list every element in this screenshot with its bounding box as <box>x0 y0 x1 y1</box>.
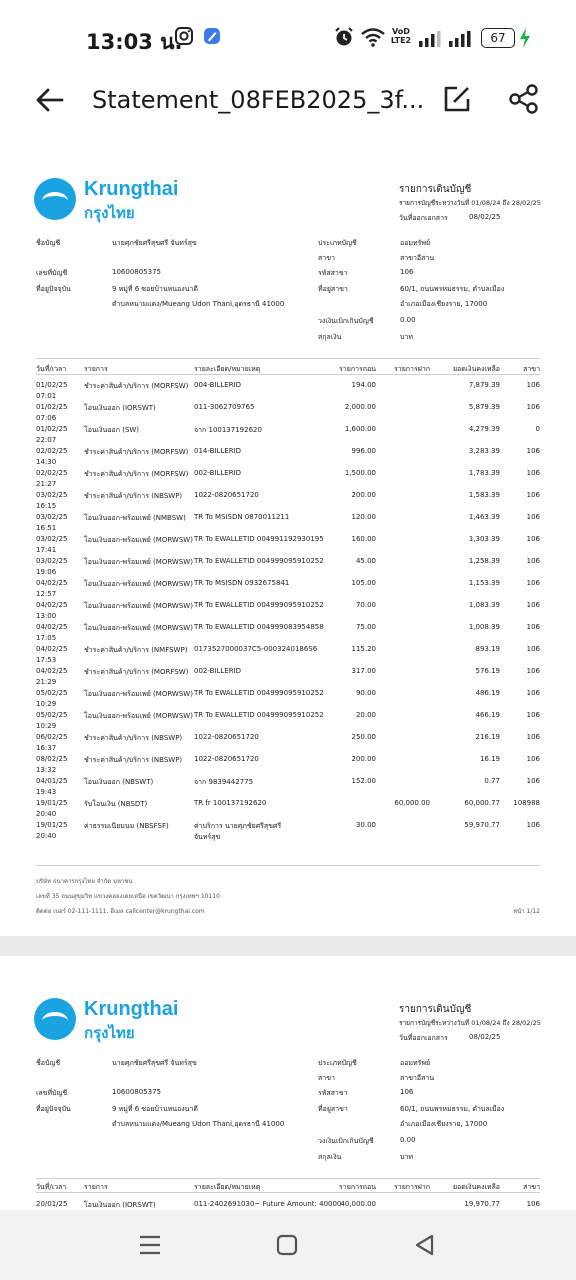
branch-name: สาขาอีสาน <box>400 254 435 262</box>
tx-balance: 7,879.39 <box>468 381 500 389</box>
pdf-page-1 <box>0 136 576 936</box>
tx-balance: 59,970.77 <box>464 821 500 829</box>
tx-withdraw: 75.00 <box>355 623 376 631</box>
statement-period: รายการบัญชีระหว่างวันที่ 01/08/24 ถึง 28/02/25 <box>399 1019 541 1027</box>
tx-detail: TR To EWALLETID 004999095910252 <box>194 557 324 565</box>
tx-date: 02/02/25 <box>36 469 68 477</box>
account-no-label: เลขที่บัญชี <box>36 269 68 277</box>
account-type: ออมทรัพย์ <box>400 1059 431 1067</box>
overdraft-value: 0.00 <box>400 316 416 324</box>
tx-detail: TR To EWALLETID 004991192930195 <box>194 535 324 543</box>
tx-branch: 106 <box>526 557 540 565</box>
bank-logo <box>34 998 234 1044</box>
branch-code: 106 <box>400 1088 414 1096</box>
tx-time: 10:29 <box>36 722 57 730</box>
address-line-2: ตำบลหนามแดง/Mueang Udon Thani,อุดรธานี 41000 <box>112 300 285 308</box>
account-name-label: ชื่อบัญชี <box>36 1059 61 1067</box>
tx-withdraw: 120.00 <box>351 513 376 521</box>
col-header-balance: ยอดเงินคงเหลือ <box>452 1183 500 1191</box>
tx-time: 13:00 <box>36 612 57 620</box>
tx-detail: TR To EWALLETID 004999095910252 <box>194 689 324 697</box>
tx-balance: 4,279.39 <box>468 425 500 433</box>
status-bar <box>0 0 576 64</box>
address-line-1: 9 หมู่ที่ 6 ซอยบ้านหนองนาดี <box>112 285 198 293</box>
tx-time: 19:06 <box>36 568 57 576</box>
tx-time: 20:40 <box>36 810 57 818</box>
tx-deposit: 60,000.00 <box>394 799 430 807</box>
tx-branch: 108988 <box>513 799 540 807</box>
tx-branch: 106 <box>526 491 540 499</box>
tx-desc: โอนเงินออก-พร้อมเพย์ (MORWSW) <box>84 712 193 720</box>
tx-detail: 002-BILLERID <box>194 667 242 675</box>
tx-balance: 1,083.39 <box>468 601 500 609</box>
tx-balance: 893.19 <box>475 645 500 653</box>
footer-address: เลขที่ 35 ถนนสุขุมวิท แขวงคลองเตยเหนือ เขตวัฒนา กรุงเทพฯ 10110 <box>36 893 220 900</box>
col-header-desc: รายการ <box>84 1183 108 1191</box>
col-header-date: วันที่/เวลา <box>36 1183 67 1191</box>
col-header-date: วันที่/เวลา <box>36 365 67 373</box>
footer-company: บริษัท ธนาคารกรุงไทย จำกัด มหาชน <box>36 878 133 885</box>
bank-name-en: Krungthai <box>84 178 179 200</box>
tx-branch: 0 <box>535 425 540 433</box>
issue-date-label: วันที่ออกเอกสาร <box>399 214 448 222</box>
tx-withdraw: 30.00 <box>355 821 376 829</box>
tx-time: 10:29 <box>36 700 57 708</box>
tx-detail: 004-BILLERID <box>194 381 242 389</box>
tx-branch: 106 <box>526 447 540 455</box>
tx-branch: 106 <box>526 513 540 521</box>
tx-detail: 1022-0820651720 <box>194 733 259 741</box>
table-bottom-divider <box>36 865 540 866</box>
tx-date: 19/01/25 <box>36 799 68 807</box>
tx-balance: 19,970.77 <box>464 1200 500 1208</box>
tx-branch: 106 <box>526 381 540 389</box>
tx-date: 03/02/25 <box>36 557 68 565</box>
account-type: ออมทรัพย์ <box>400 239 431 247</box>
tx-withdraw: 105.00 <box>351 579 376 587</box>
tx-branch: 106 <box>526 601 540 609</box>
tx-time: 07:01 <box>36 392 57 400</box>
tx-desc: ชำระค่าสินค้า/บริการ (MORFSW) <box>84 448 189 456</box>
branch-label: สาขา <box>318 1074 335 1082</box>
pdf-viewer[interactable] <box>0 136 576 1210</box>
tx-date: 04/02/25 <box>36 601 68 609</box>
tx-date: 02/02/25 <box>36 447 68 455</box>
currency-value: บาท <box>400 1153 413 1161</box>
currency-label: สกุลเงิน <box>318 333 342 341</box>
col-header-detail: รายละเอียด/หมายเหตุ <box>194 365 261 373</box>
app-bar <box>0 64 576 136</box>
document-title: Statement_08FEB2025_3f... <box>92 86 425 114</box>
tx-balance: 576.19 <box>475 667 500 675</box>
account-name: นายศุภชัยศรีสุขศรี จันทร์สุข <box>112 239 197 247</box>
tx-desc: โอนเงินออก-พร้อมเพย์ (MORWSW) <box>84 690 193 698</box>
overdraft-label: วงเงินเบิกเกินบัญชี <box>318 317 374 325</box>
tx-date: 08/02/25 <box>36 755 68 763</box>
branch-code: 106 <box>400 268 414 276</box>
tx-desc: ชำระค่าสินค้า/บริการ (MORFSW) <box>84 668 189 676</box>
tx-branch: 106 <box>526 535 540 543</box>
tx-desc: โอนเงินออก-พร้อมเพย์ (NMBSW) <box>84 514 186 522</box>
edit-icon[interactable] <box>442 84 472 114</box>
branch-address-label: ที่อยู่สาขา <box>318 1105 348 1113</box>
tx-branch: 106 <box>526 777 540 785</box>
tx-date: 04/01/25 <box>36 777 68 785</box>
tx-detail: TR To EWALLETID 004999083954858 <box>194 623 324 631</box>
tx-balance: 1,783.39 <box>468 469 500 477</box>
tx-balance: 1,153.39 <box>468 579 500 587</box>
footer-contact: ติดต่อ เบอร์ 02-111-1111, อีเมล callcenter@krungthai.com <box>36 908 205 915</box>
issue-date-label: วันที่ออกเอกสาร <box>399 1034 448 1042</box>
col-header-withdraw: รายการถอน <box>339 1183 376 1191</box>
tx-desc: โอนเงินออก (IORSWT) <box>84 404 156 412</box>
tx-time: 21:27 <box>36 480 57 488</box>
tx-desc: โอนเงินออก (SW) <box>84 426 140 434</box>
tx-withdraw: 90.00 <box>355 689 376 697</box>
tx-date: 05/02/25 <box>36 711 68 719</box>
col-header-desc: รายการ <box>84 365 108 373</box>
tx-date: 04/02/25 <box>36 623 68 631</box>
account-type-label: ประเภทบัญชี <box>318 1059 357 1067</box>
tx-withdraw: 40,000.00 <box>340 1200 376 1208</box>
tx-time: 13:32 <box>36 766 57 774</box>
tx-branch: 106 <box>526 403 540 411</box>
col-header-withdraw: รายการถอน <box>339 365 376 373</box>
tx-withdraw: 194.00 <box>351 381 376 389</box>
tx-withdraw: 250.00 <box>351 733 376 741</box>
krungthai-logo-icon <box>34 178 76 220</box>
tx-detail-line-2: จันทร์สุข <box>194 833 221 841</box>
statement-period: รายการบัญชีระหว่างวันที่ 01/08/24 ถึง 28/02/25 <box>399 199 541 207</box>
col-header-detail: รายละเอียด/หมายเหตุ <box>194 1183 261 1191</box>
issue-date: 08/02/25 <box>469 1033 501 1041</box>
account-name: นายศุภชัยศรีสุขศรี จันทร์สุข <box>112 1059 197 1067</box>
account-no: 10600805375 <box>112 1088 161 1096</box>
system-nav-bar <box>0 1210 576 1280</box>
status-time: 13:03 น. <box>86 30 183 54</box>
tx-date: 03/02/25 <box>36 513 68 521</box>
tx-desc: ชำระค่าสินค้า/บริการ (NMFSWP) <box>84 646 188 654</box>
tx-withdraw: 45.00 <box>355 557 376 565</box>
tx-date: 04/02/25 <box>36 667 68 675</box>
tx-branch: 106 <box>526 755 540 763</box>
tx-branch: 106 <box>526 469 540 477</box>
tx-desc: โอนเงินออก (NBSWT) <box>84 778 154 786</box>
tx-branch: 106 <box>526 623 540 631</box>
tx-detail: 0173527000037C5-0003240186S6 <box>194 645 318 653</box>
col-header-balance: ยอดเงินคงเหลือ <box>452 365 500 373</box>
tx-detail: TR To MSISDN 0870011211 <box>194 513 290 521</box>
branch-name: สาขาอีสาน <box>400 1074 435 1082</box>
tx-time: 16:15 <box>36 502 57 510</box>
tx-branch: 106 <box>526 645 540 653</box>
tx-desc: ชำระค่าสินค้า/บริการ (NBSWP) <box>84 492 183 500</box>
tx-balance: 216.19 <box>475 733 500 741</box>
tx-withdraw: 2,000.00 <box>344 403 376 411</box>
instagram-icon <box>174 26 194 50</box>
alarm-icon <box>334 26 354 52</box>
tx-date: 04/02/25 <box>36 645 68 653</box>
tx-desc: โอนเงินออก-พร้อมเพย์ (MORWSW) <box>84 602 193 610</box>
tx-date: 03/02/25 <box>36 535 68 543</box>
col-header-branch: สาขา <box>523 1183 540 1191</box>
tx-withdraw: 152.00 <box>351 777 376 785</box>
address-label: ที่อยู่ปัจจุบัน <box>36 285 71 293</box>
branch-address-label: ที่อยู่สาขา <box>318 285 348 293</box>
tx-desc: รับโอนเงิน (NBSDT) <box>84 800 148 808</box>
tx-desc: โอนเงินออก-พร้อมเพย์ (MORWSW) <box>84 558 193 566</box>
krungthai-logo-icon <box>34 998 76 1040</box>
table-header-divider <box>36 1192 540 1193</box>
tx-detail: 011-3062709765 <box>194 403 255 411</box>
bank-name-th: กรุงไทย <box>84 205 135 222</box>
col-header-branch: สาขา <box>523 365 540 373</box>
tx-date: 01/02/25 <box>36 403 68 411</box>
charging-icon <box>519 28 531 52</box>
tx-detail: TR To MSISDN 0932675841 <box>194 579 290 587</box>
tx-desc: โอนเงินออก (IORSWT) <box>84 1201 156 1209</box>
back-nav-icon[interactable] <box>414 1234 436 1260</box>
tx-desc: ชำระค่าสินค้า/บริการ (NBSWP) <box>84 734 183 742</box>
tx-balance: 466.19 <box>475 711 500 719</box>
tx-withdraw: 317.00 <box>351 667 376 675</box>
bank-logo <box>34 178 234 224</box>
tx-detail: 011-2402691030~ Future Amount: 40000 <box>194 1200 342 1208</box>
tx-withdraw: 1,500.00 <box>344 469 376 477</box>
tx-time: 14:30 <box>36 458 57 466</box>
account-no-label: เลขที่บัญชี <box>36 1089 68 1097</box>
tx-balance: 16.19 <box>479 755 500 763</box>
tx-withdraw: 20.00 <box>355 711 376 719</box>
tx-withdraw: 115.20 <box>351 645 376 653</box>
branch-address-1: 60/1, ถนนพรหมธรรม, ตำบลเมือง <box>400 1105 505 1113</box>
tx-desc: โอนเงินออก-พร้อมเพย์ (MORWSW) <box>84 580 193 588</box>
tx-desc: โอนเงินออก-พร้อมเพย์ (MORWSW) <box>84 536 193 544</box>
tx-balance: 1,463.39 <box>468 513 500 521</box>
statement-title: รายการเดินบัญชี <box>399 184 472 195</box>
home-nav-icon[interactable] <box>276 1234 298 1260</box>
tx-detail: TR To EWALLETID 004999095910252 <box>194 601 324 609</box>
tx-desc: ชำระค่าสินค้า/บริการ (MORFSW) <box>84 470 189 478</box>
col-header-deposit: รายการฝาก <box>394 365 430 373</box>
overdraft-label: วงเงินเบิกเกินบัญชี <box>318 1137 374 1145</box>
currency-value: บาท <box>400 333 413 341</box>
back-arrow-icon[interactable] <box>34 84 66 116</box>
tx-balance: 1,008.39 <box>468 623 500 631</box>
currency-label: สกุลเงิน <box>318 1153 342 1161</box>
tx-withdraw: 996.00 <box>351 447 376 455</box>
tx-withdraw: 200.00 <box>351 491 376 499</box>
tx-desc: ค่าธรรมเนียมนม (NBSFSF) <box>84 822 169 830</box>
tx-detail: 1022-0820651720 <box>194 491 259 499</box>
tx-date: 06/02/25 <box>36 733 68 741</box>
tx-balance: 486.19 <box>475 689 500 697</box>
tx-balance: 3,283.39 <box>468 447 500 455</box>
tx-date: 05/02/25 <box>36 689 68 697</box>
account-no: 10600805375 <box>112 268 161 276</box>
tx-time: 17:05 <box>36 634 57 642</box>
signal-icon-1 <box>418 30 442 52</box>
tx-detail: 1022-0820651720 <box>194 755 259 763</box>
tx-withdraw: 160.00 <box>351 535 376 543</box>
menu-nav-icon[interactable] <box>138 1234 162 1260</box>
tx-branch: 106 <box>526 1200 540 1208</box>
tx-withdraw: 1,600.00 <box>344 425 376 433</box>
signal-icon-2 <box>448 30 472 52</box>
wifi-icon <box>360 26 386 52</box>
tx-branch: 106 <box>526 579 540 587</box>
address-label: ที่อยู่ปัจจุบัน <box>36 1105 71 1113</box>
overdraft-value: 0.00 <box>400 1136 416 1144</box>
tx-branch: 106 <box>526 733 540 741</box>
branch-code-label: รหัสสาขา <box>318 1089 348 1097</box>
branch-address-2: อำเภอเมืองเชียงราย, 17000 <box>400 1120 488 1128</box>
tx-date: 20/01/25 <box>36 1200 68 1208</box>
address-line-2: ตำบลหนามแดง/Mueang Udon Thani,อุดรธานี 41000 <box>112 1120 285 1128</box>
tx-detail: จาก 100137192620 <box>194 426 262 434</box>
tx-desc: ชำระค่าสินค้า/บริการ (NBSWP) <box>84 756 183 764</box>
table-header-divider <box>36 374 540 375</box>
tx-detail: ค่าบริการ นายศุภชัยศรีสุขศรี <box>194 822 282 830</box>
tx-date: 01/02/25 <box>36 425 68 433</box>
tx-time: 19:43 <box>36 788 57 796</box>
branch-code-label: รหัสสาขา <box>318 269 348 277</box>
tx-time: 20:40 <box>36 832 57 840</box>
page-number: หน้า 1/12 <box>513 908 540 915</box>
account-name-label: ชื่อบัญชี <box>36 239 61 247</box>
tx-time: 22:07 <box>36 436 57 444</box>
tx-withdraw: 200.00 <box>351 755 376 763</box>
tx-detail: 014-BILLERID <box>194 447 242 455</box>
tx-balance: 60,000.77 <box>464 799 500 807</box>
address-line-1: 9 หมู่ที่ 6 ซอยบ้านหนองนาดี <box>112 1105 198 1113</box>
bank-name-en: Krungthai <box>84 998 179 1020</box>
tx-detail: TR To EWALLETID 004999095910252 <box>194 711 324 719</box>
account-type-label: ประเภทบัญชี <box>318 239 357 247</box>
col-header-deposit: รายการฝาก <box>394 1183 430 1191</box>
tx-date: 03/02/25 <box>36 491 68 499</box>
tx-detail: TR fr 100137192620 <box>194 799 267 807</box>
battery-indicator: 67 <box>481 28 515 48</box>
tx-balance: 5,879.39 <box>468 403 500 411</box>
tx-time: 12:57 <box>36 590 57 598</box>
tx-balance: 1,583.39 <box>468 491 500 499</box>
branch-label: สาขา <box>318 254 335 262</box>
tx-time: 16:37 <box>36 744 57 752</box>
tx-time: 17:41 <box>36 546 57 554</box>
table-top-divider <box>36 1178 540 1179</box>
tx-time: 16:51 <box>36 524 57 532</box>
pdf-page-2 <box>0 956 576 1210</box>
tx-withdraw: 70.00 <box>355 601 376 609</box>
tx-balance: 1,258.39 <box>468 557 500 565</box>
tx-time: 21:29 <box>36 678 57 686</box>
network-label: VoD LTE2 <box>390 27 412 45</box>
tx-date: 04/02/25 <box>36 579 68 587</box>
share-icon[interactable] <box>508 83 540 115</box>
bank-name-th: กรุงไทย <box>84 1025 135 1042</box>
tx-balance: 1,303.39 <box>468 535 500 543</box>
tx-desc: ชำระค่าสินค้า/บริการ (MORFSW) <box>84 382 189 390</box>
tx-branch: 106 <box>526 821 540 829</box>
branch-address-1: 60/1, ถนนพรหมธรรม, ตำบลเมือง <box>400 285 505 293</box>
tx-date: 19/01/25 <box>36 821 68 829</box>
tx-branch: 106 <box>526 689 540 697</box>
tx-branch: 106 <box>526 667 540 675</box>
tx-branch: 106 <box>526 711 540 719</box>
tx-detail: 002-BILLERID <box>194 469 242 477</box>
issue-date: 08/02/25 <box>469 213 501 221</box>
app-notification-icon <box>202 26 222 50</box>
tx-date: 01/02/25 <box>36 381 68 389</box>
tx-balance: 0.77 <box>484 777 500 785</box>
tx-detail: จาก 9839442775 <box>194 778 254 786</box>
tx-time: 17:53 <box>36 656 57 664</box>
tx-time: 07:06 <box>36 414 57 422</box>
tx-desc: โอนเงินออก-พร้อมเพย์ (MORWSW) <box>84 624 193 632</box>
table-top-divider <box>36 358 540 359</box>
statement-title: รายการเดินบัญชี <box>399 1004 472 1015</box>
branch-address-2: อำเภอเมืองเชียงราย, 17000 <box>400 300 488 308</box>
